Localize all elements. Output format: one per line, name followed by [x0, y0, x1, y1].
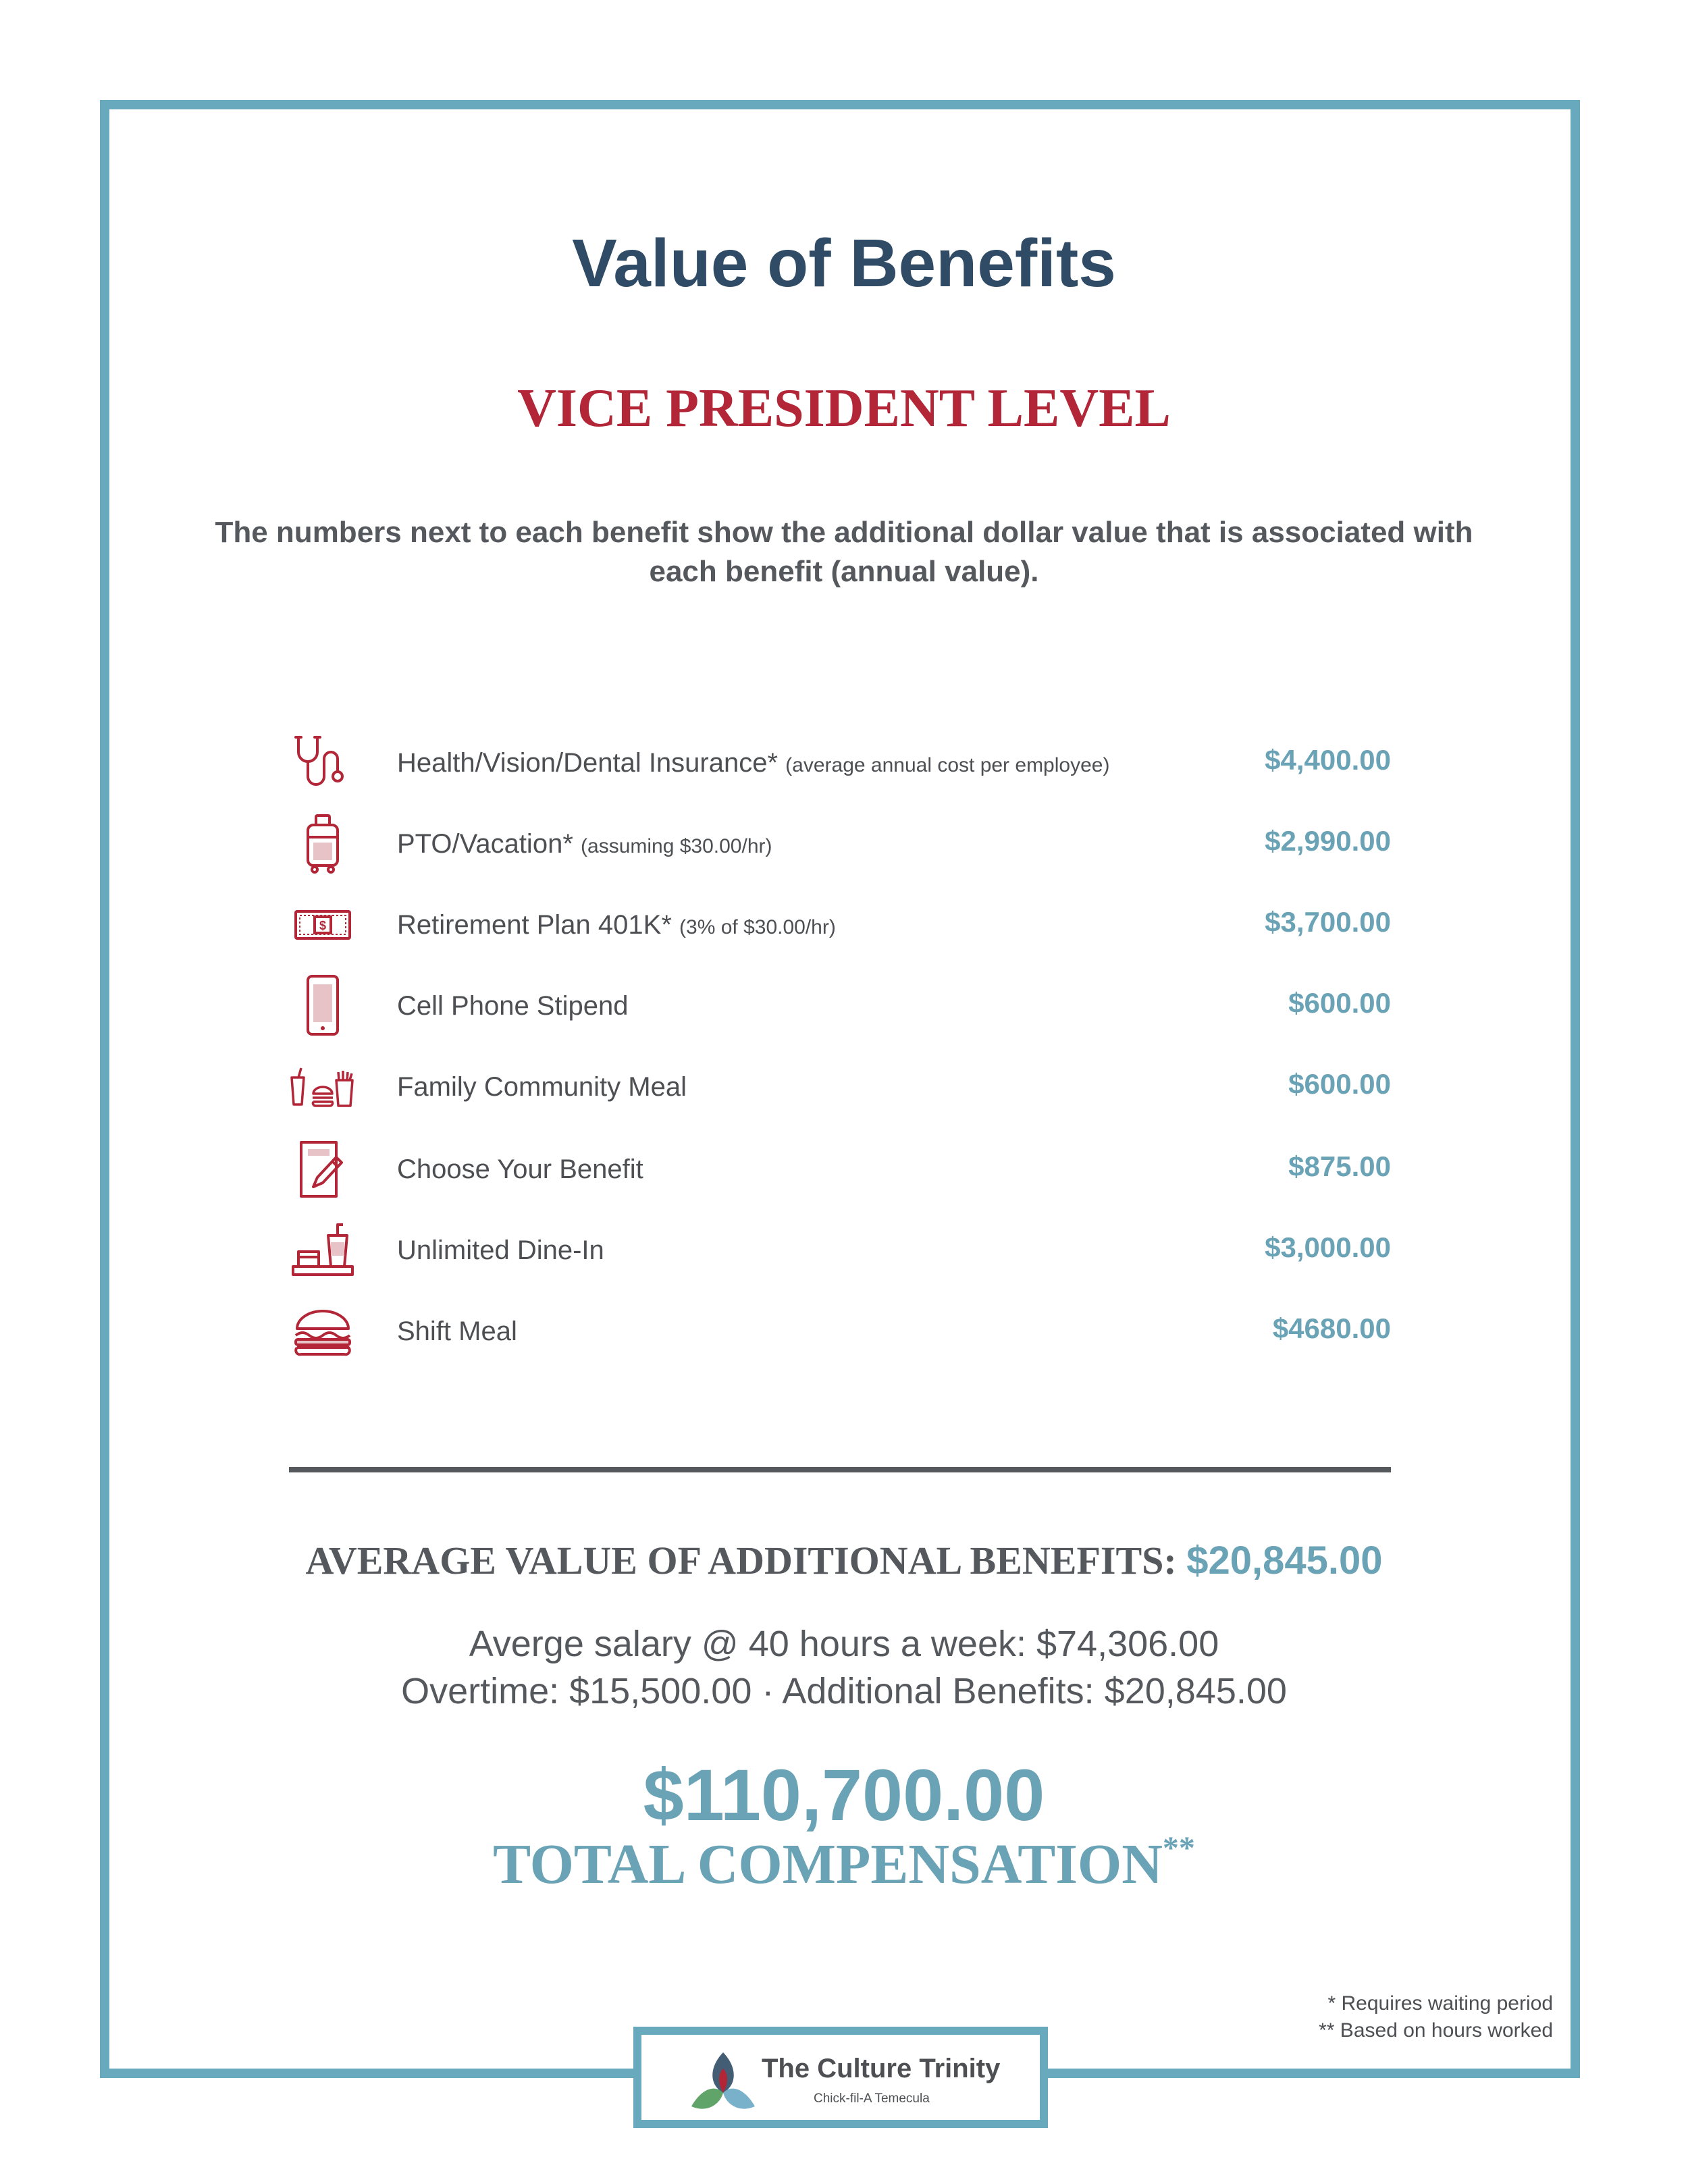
- benefit-value: $875.00: [1288, 1150, 1391, 1182]
- benefit-name: Retirement Plan 401K*: [397, 910, 672, 940]
- benefit-row-pto: [0, 810, 1688, 878]
- average-benefits-value: $20,845.00: [1186, 1539, 1383, 1582]
- benefit-note: (average annual cost per employee): [785, 754, 1110, 776]
- benefit-row-family-meal: [0, 1053, 1688, 1121]
- benefit-label: [397, 748, 1109, 778]
- benefit-row-cell-phone: [0, 972, 1688, 1040]
- benefit-label: [397, 991, 628, 1021]
- benefit-row-health: [0, 729, 1688, 797]
- overtime-line: Overtime: $15,500.00 · Additional Benefits: $20,845.00: [401, 1671, 1287, 1711]
- tray-meal-icon: [289, 1217, 357, 1284]
- benefit-label: [397, 910, 836, 940]
- benefit-name: Unlimited Dine-In: [397, 1235, 604, 1265]
- benefit-value: $3,000.00: [1265, 1231, 1391, 1263]
- benefit-name: Family Community Meal: [397, 1072, 687, 1102]
- trinity-logo-icon: [686, 2050, 760, 2114]
- benefit-value: $4,400.00: [1265, 744, 1391, 776]
- section-divider: [289, 1467, 1391, 1472]
- level-heading: VICE PRESIDENT LEVEL: [517, 379, 1171, 438]
- benefit-label: [397, 829, 772, 859]
- salary-line: Averge salary @ 40 hours a week: $74,306.00: [469, 1624, 1219, 1664]
- benefit-label: [397, 1072, 687, 1102]
- benefit-label: [397, 1235, 604, 1266]
- benefit-name: Shift Meal: [397, 1316, 517, 1346]
- footnote-waiting-period: * Requires waiting period: [1327, 1992, 1553, 2015]
- stethoscope-icon: [289, 729, 357, 797]
- benefit-value: $4680.00: [1272, 1312, 1391, 1344]
- logo-subtitle: Chick-fil-A Temecula: [814, 2092, 930, 2106]
- benefit-value: $3,700.00: [1265, 906, 1391, 938]
- footnotes: [1319, 1990, 1553, 2044]
- average-benefits-label: AVERAGE VALUE OF ADDITIONAL BENEFITS:: [305, 1539, 1177, 1582]
- benefit-label: [397, 1316, 517, 1347]
- benefit-name: PTO/Vacation*: [397, 829, 573, 859]
- benefit-name: Choose Your Benefit: [397, 1154, 643, 1184]
- benefit-value: $600.00: [1288, 987, 1391, 1019]
- benefit-value: $600.00: [1288, 1068, 1391, 1100]
- page-title: Value of Benefits: [572, 225, 1116, 301]
- total-compensation-label: TOTAL COMPENSATION: [493, 1833, 1163, 1896]
- benefit-value: $2,990.00: [1265, 825, 1391, 857]
- intro-text: The numbers next to each benefit show the additional dollar value that is associated with each benefit (annual value).: [215, 516, 1473, 588]
- benefit-note: (3% of $30.00/hr): [679, 916, 836, 938]
- svg-text:$: $: [319, 919, 327, 932]
- cell-phone-icon: [289, 972, 357, 1040]
- benefit-name: Cell Phone Stipend: [397, 991, 629, 1021]
- suitcase-icon: [289, 810, 357, 878]
- benefit-name: Health/Vision/Dental Insurance*: [397, 748, 779, 778]
- benefit-row-choose: [0, 1136, 1688, 1203]
- benefit-row-dine-in: [0, 1217, 1688, 1284]
- average-benefits-line: [0, 1541, 1688, 1580]
- logo-box: [633, 2027, 1048, 2128]
- benefit-label: [397, 1154, 643, 1185]
- benefit-row-shift-meal: [0, 1298, 1688, 1365]
- money-bill-icon: [289, 891, 357, 959]
- salary-breakdown: [0, 1620, 1688, 1715]
- total-compensation-mark: **: [1162, 1830, 1195, 1866]
- total-compensation-value: $110,700.00: [643, 1754, 1045, 1836]
- family-meal-icon: [289, 1053, 357, 1121]
- benefit-row-retirement: [0, 891, 1688, 959]
- clipboard-pencil-icon: [289, 1136, 357, 1203]
- logo-name: The Culture Trinity: [762, 2054, 1001, 2083]
- benefit-note: (assuming $30.00/hr): [581, 835, 772, 857]
- total-compensation-heading: [0, 1830, 1688, 1896]
- burger-icon: [289, 1298, 357, 1365]
- footnote-hours-worked: ** Based on hours worked: [1319, 2019, 1553, 2042]
